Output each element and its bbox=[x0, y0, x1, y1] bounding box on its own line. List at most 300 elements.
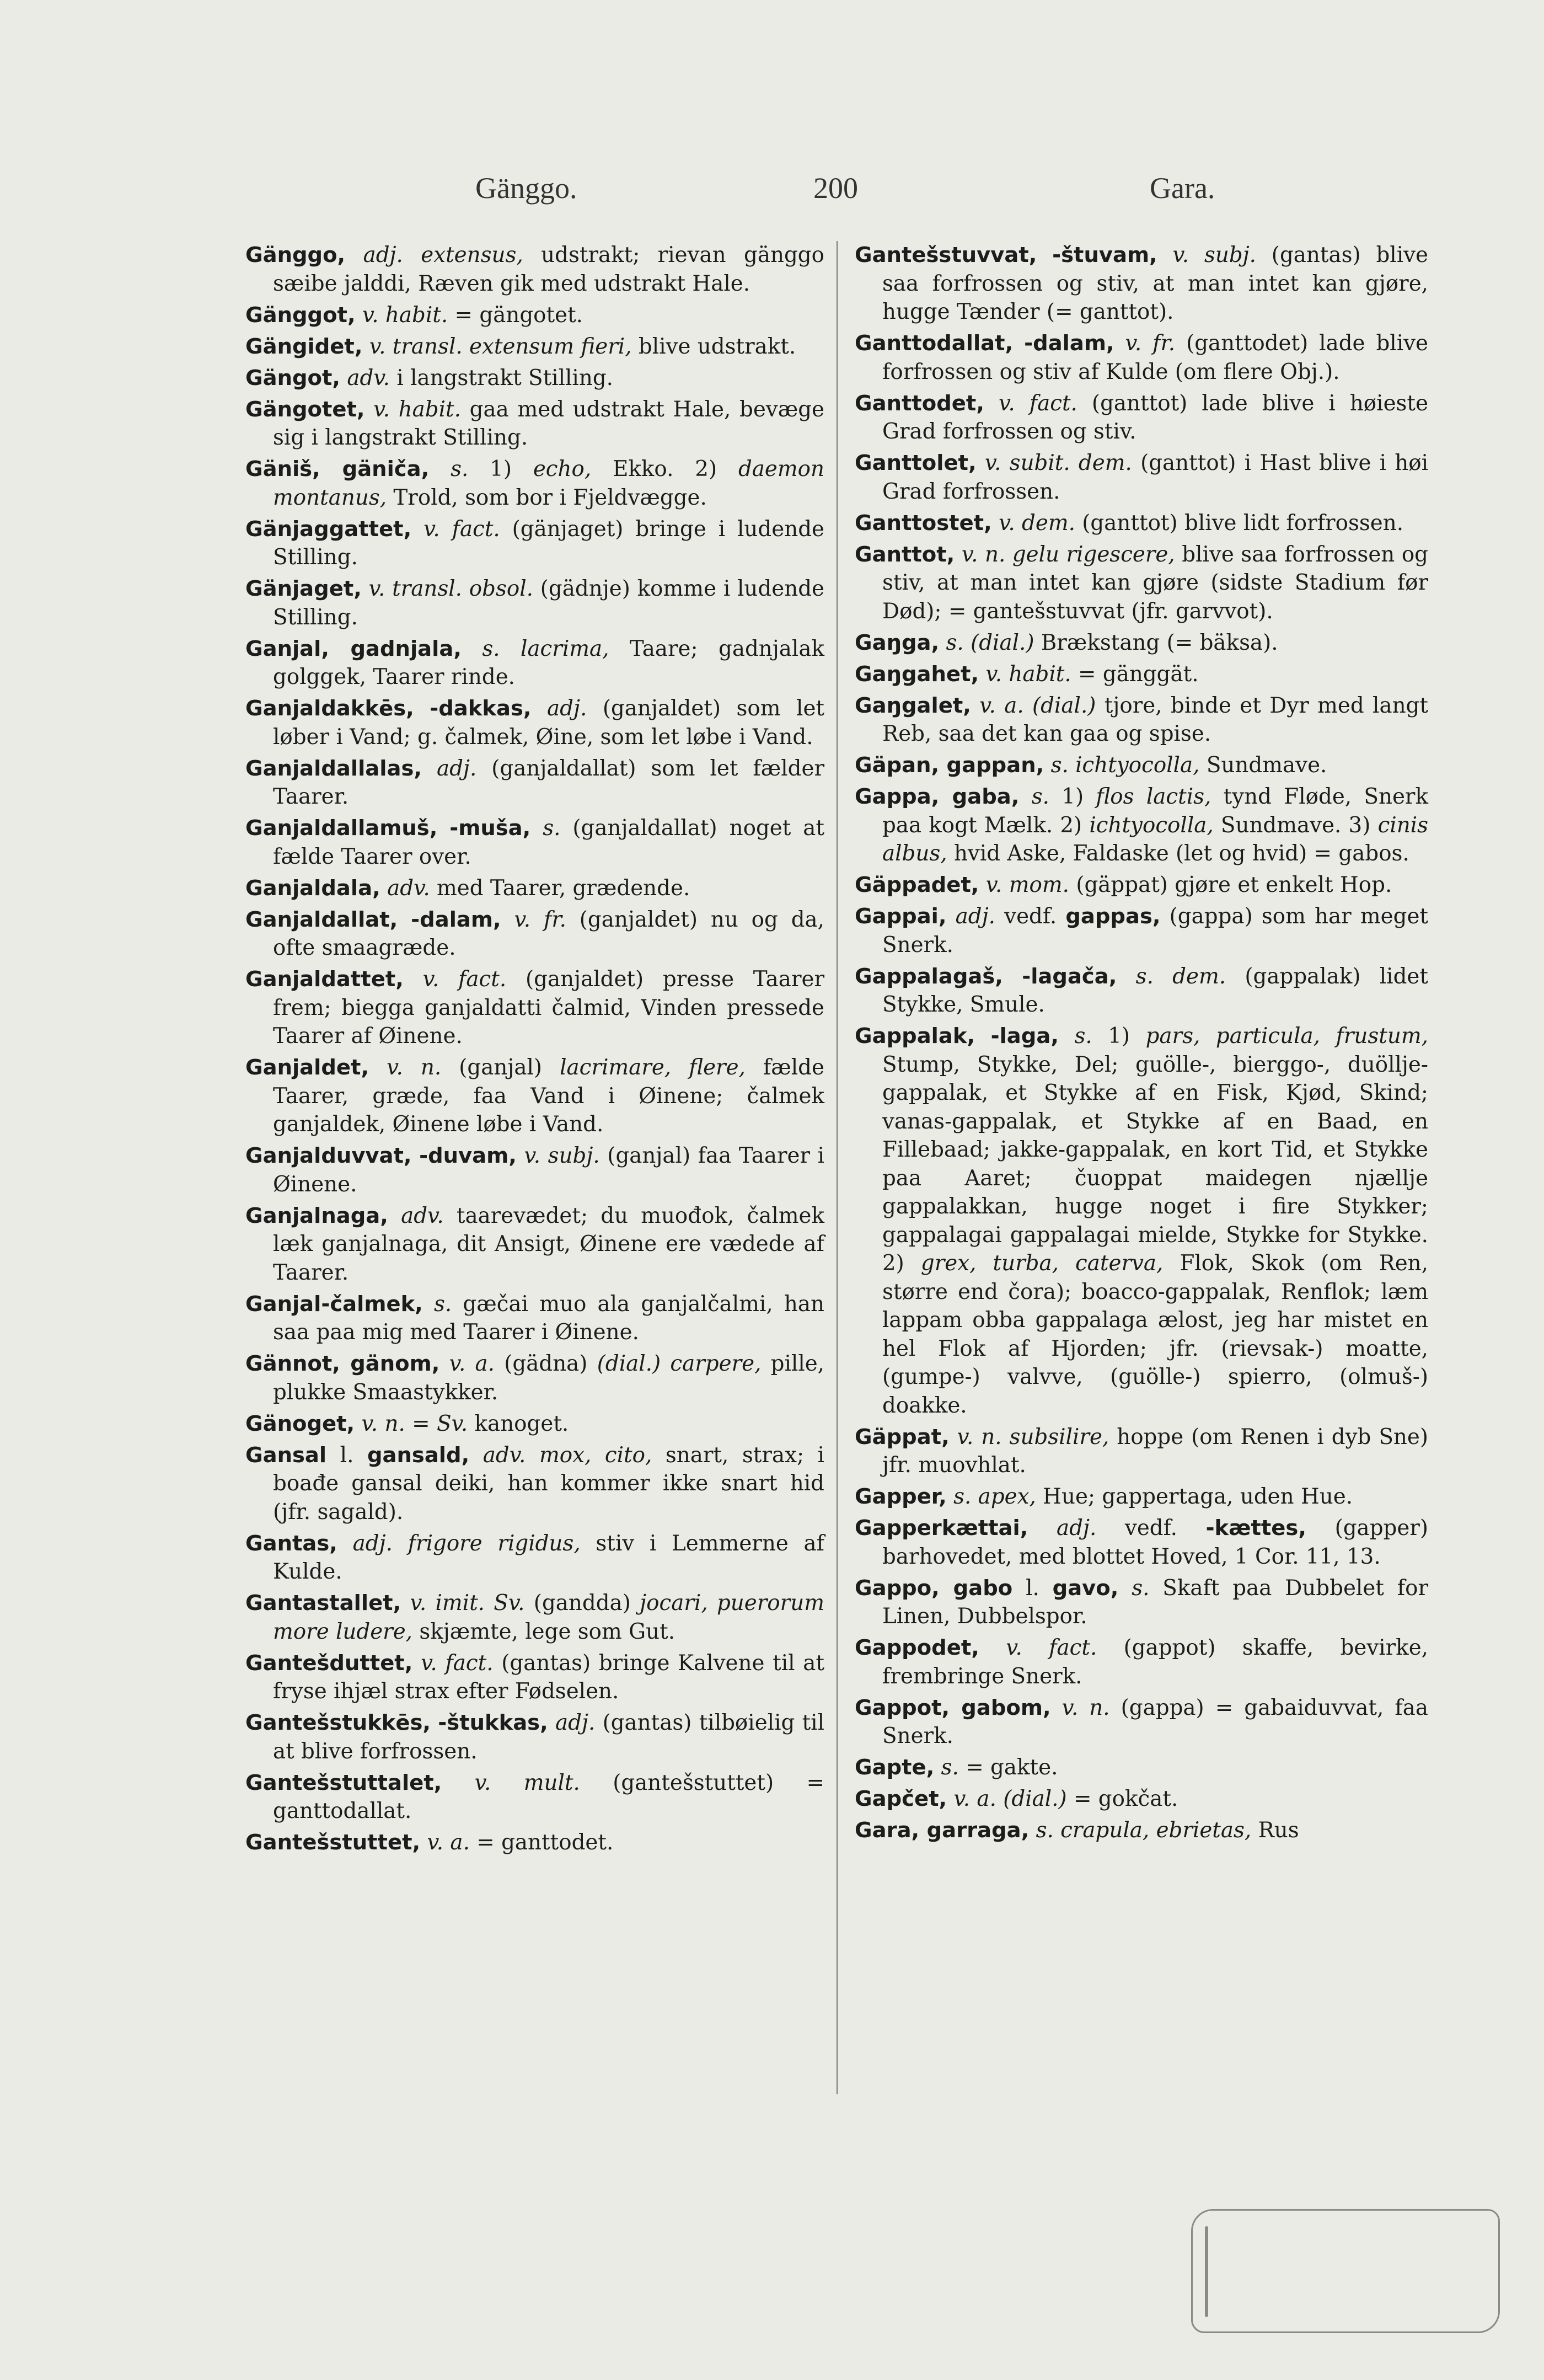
entry-headword: Gaŋgalet, bbox=[855, 693, 971, 718]
entry-text: Trold, som bor i Fjeldvægge. bbox=[387, 485, 707, 510]
entry-grammar-or-latin: flos lactis, bbox=[1096, 784, 1211, 809]
entry-headword: Gaŋgahet, bbox=[855, 661, 979, 687]
entry-headword: Ganjaldallalas, bbox=[245, 756, 422, 781]
dictionary-entry bbox=[855, 751, 1428, 780]
dictionary-entry bbox=[855, 1753, 1428, 1782]
entry-headword: Gänggo, bbox=[245, 243, 346, 268]
entry-grammar-or-latin: v. a. bbox=[427, 1830, 470, 1855]
entry-text bbox=[345, 243, 363, 268]
entry-grammar-or-latin: v. subj. bbox=[524, 1143, 600, 1168]
entry-headword: Gänoget, bbox=[245, 1411, 355, 1436]
entry-variant-form: -duvam, bbox=[419, 1143, 517, 1168]
dictionary-entry bbox=[245, 395, 824, 452]
entry-text: l. bbox=[1012, 1575, 1053, 1601]
entry-grammar-or-latin: daemon montanus, bbox=[273, 457, 824, 510]
entry-headword: Ganjal, gadnjala, bbox=[245, 636, 462, 661]
dictionary-entry bbox=[245, 874, 824, 903]
entry-grammar-or-latin: v. n. subsilire, bbox=[957, 1424, 1109, 1450]
entry-text: tjore, binde et Dyr med langt Reb, saa det kan gaa og spise. bbox=[882, 693, 1428, 746]
entry-headword: Ganjaldallamuš, bbox=[245, 816, 438, 841]
entry-text: gæčai muo ala ganjalčalmi, han saa paa mig med Taarer i Øinene. bbox=[273, 1291, 824, 1345]
dictionary-entry bbox=[245, 575, 824, 632]
dictionary-entry bbox=[245, 635, 824, 692]
dictionary-entry bbox=[245, 1709, 824, 1766]
entry-text bbox=[362, 576, 369, 601]
entry-headword: Gapperkættai, bbox=[855, 1516, 1028, 1541]
entry-variant-form: -muša, bbox=[449, 816, 531, 841]
entry-headword: Ganttostet, bbox=[855, 510, 992, 536]
entry-grammar-or-latin: v. habit. bbox=[985, 661, 1071, 687]
entry-text: (ganjaldet) presse Taarer frem; biegga ganjaldatti čalmid, Vinden pressede Taarer af Øinene. bbox=[273, 967, 824, 1049]
dictionary-entry bbox=[245, 1529, 824, 1586]
entry-headword: Ganjal-čalmek, bbox=[245, 1291, 423, 1317]
entry-headword: Ganjaldallat, bbox=[245, 907, 398, 932]
entry-grammar-or-latin: v. a. bbox=[449, 1351, 495, 1376]
entry-text bbox=[1028, 1516, 1057, 1541]
entry-grammar-or-latin: v. subj. bbox=[1172, 243, 1257, 268]
left-column bbox=[245, 241, 824, 1860]
entry-text: Brækstang (= bäksa). bbox=[1034, 630, 1278, 655]
entry-grammar-or-latin: s. bbox=[1031, 784, 1049, 809]
entry-headword: Gappa, gaba, bbox=[855, 784, 1020, 809]
entry-text: blive saa forfrossen og stiv, at man intet kan gjøre (sidste Stadium før Død); = gantešstuvvat (jfr. garvvot). bbox=[882, 542, 1429, 624]
entry-headword: Ganttodet, bbox=[855, 391, 984, 416]
dictionary-entry bbox=[245, 1649, 824, 1706]
entry-text bbox=[1013, 331, 1024, 356]
entry-text bbox=[411, 517, 423, 542]
entry-text: hvid Aske, Faldaske (let og hvid) = gabos. bbox=[947, 841, 1409, 866]
entry-text: pille, plukke Smaastykker. bbox=[273, 1351, 825, 1405]
entry-text bbox=[530, 816, 543, 841]
entry-text: (gädnje) komme i ludende Stilling. bbox=[273, 576, 824, 630]
entry-text: = bbox=[405, 1411, 437, 1436]
dictionary-entry bbox=[245, 241, 824, 298]
entry-text: vedf. bbox=[995, 904, 1066, 929]
dictionary-entry bbox=[855, 389, 1428, 446]
dictionary-entry bbox=[245, 965, 824, 1051]
entry-text: taarevædet; du muođok, čalmek læk ganjalnaga, dit Ansigt, Øinene ere vædede af Taarer. bbox=[273, 1203, 824, 1285]
entry-grammar-or-latin: s. bbox=[1132, 1575, 1150, 1601]
entry-grammar-or-latin: s. apex, bbox=[953, 1484, 1036, 1509]
entry-variant-form: gansald, bbox=[367, 1442, 470, 1468]
right-column bbox=[855, 241, 1428, 1848]
dictionary-entry bbox=[855, 1816, 1428, 1845]
library-stamp-frame bbox=[1191, 2209, 1500, 2333]
dictionary-entry bbox=[855, 1634, 1428, 1691]
entry-grammar-or-latin: v. fact. bbox=[423, 516, 500, 542]
dictionary-entry bbox=[245, 694, 824, 751]
entry-text bbox=[429, 457, 451, 482]
entry-text bbox=[1157, 243, 1173, 268]
entry-headword: Ganjaldattet, bbox=[245, 967, 404, 992]
entry-text bbox=[356, 303, 362, 328]
entry-text: udstrakt; rievan gänggo sæibe jalddi, Ræven gik med udstrakt Hale. bbox=[273, 243, 824, 296]
entry-grammar-or-latin: v. mult. bbox=[474, 1770, 580, 1795]
entry-text: (ganjaldallat) som let fælder Taarer. bbox=[273, 756, 825, 809]
entry-headword: Gansal bbox=[245, 1442, 327, 1468]
dictionary-entry bbox=[245, 1589, 824, 1646]
entry-grammar-or-latin: adj. bbox=[955, 904, 995, 929]
dictionary-entry bbox=[245, 1769, 824, 1826]
entry-text bbox=[939, 630, 946, 655]
dictionary-entry bbox=[855, 1785, 1428, 1814]
entry-text: = gokčat. bbox=[1066, 1787, 1178, 1811]
entry-variant-form: -kættes, bbox=[1205, 1516, 1306, 1541]
entry-text: (gantas) bringe Kalvene til at fryse ihjæl strax efter Fødselen. bbox=[273, 1650, 824, 1704]
entry-text: Hue; gappertaga, uden Hue. bbox=[1036, 1484, 1353, 1509]
entry-grammar-or-latin: adv. bbox=[387, 875, 430, 901]
entry-text bbox=[1118, 1576, 1132, 1601]
entry-grammar-or-latin: v. imit. Sv. bbox=[410, 1591, 525, 1616]
entry-grammar-or-latin: grex, turba, caterva, bbox=[920, 1251, 1164, 1276]
entry-text bbox=[947, 1484, 953, 1509]
entry-text bbox=[355, 1411, 361, 1436]
entry-text bbox=[950, 1425, 957, 1450]
entry-text: = gakte. bbox=[958, 1755, 1058, 1780]
entry-grammar-or-latin: adv. bbox=[401, 1203, 444, 1228]
entry-text: (ganttot) blive lidt forfrossen. bbox=[1075, 510, 1404, 536]
dictionary-entry bbox=[855, 1423, 1428, 1480]
entry-text: Flok, Skok (om Ren, større end čora); boacco-gappalak, Renflok; læm lappam obba gappalaga ælost, jeg har mistet en hel Flok af Hjorden; jfr. (rievsak-) moatte, (gumpe-) valvve, (guölle-) spierro, (olmuš-) doakke. bbox=[882, 1251, 1428, 1418]
entry-variant-form: -lagača, bbox=[1022, 964, 1117, 989]
entry-grammar-or-latin: v. a. (dial.) bbox=[953, 1787, 1067, 1811]
entry-grammar-or-latin: v. n. bbox=[361, 1411, 405, 1436]
running-head-last-word: Gara. bbox=[1150, 172, 1215, 205]
entry-grammar-or-latin: s. crapula, ebrietas, bbox=[1036, 1818, 1252, 1843]
entry-text bbox=[979, 873, 985, 897]
entry-headword: Gappodet, bbox=[855, 1635, 979, 1660]
entry-text bbox=[362, 334, 369, 359]
entry-text bbox=[422, 756, 437, 781]
entry-grammar-or-latin: s. bbox=[1074, 1024, 1092, 1049]
entry-grammar-or-latin: Sv. bbox=[436, 1411, 468, 1436]
entry-text bbox=[947, 1787, 953, 1811]
dictionary-entry bbox=[855, 692, 1428, 748]
entry-text: (ganjaldet) nu og da, ofte smaagræde. bbox=[273, 907, 824, 960]
entry-grammar-or-latin: v. habit. bbox=[373, 397, 461, 422]
entry-variant-form: -dalam, bbox=[411, 907, 501, 932]
entry-text: i langstrakt Stilling. bbox=[390, 365, 613, 391]
dictionary-entry bbox=[245, 1828, 824, 1857]
entry-headword: Gantešstuttet, bbox=[245, 1830, 421, 1855]
entry-grammar-or-latin: adj. bbox=[547, 696, 587, 721]
entry-grammar-or-latin: s. bbox=[941, 1755, 959, 1780]
entry-headword: Ganjalnaga, bbox=[245, 1203, 388, 1228]
entry-text bbox=[437, 816, 449, 841]
entry-text: Sundmave. bbox=[1199, 753, 1327, 778]
entry-text: stiv i Lemmerne af Kulde. bbox=[273, 1531, 824, 1584]
entry-text bbox=[369, 1055, 387, 1080]
entry-text bbox=[1051, 1696, 1062, 1720]
entry-grammar-or-latin: v. fact. bbox=[1006, 1635, 1097, 1660]
dictionary-entry bbox=[855, 962, 1428, 1019]
entry-text: (ganttodet) lade blive forfrossen og stiv af Kulde (om flere Obj.). bbox=[882, 331, 1428, 384]
entry-text: (gandda) bbox=[524, 1591, 640, 1616]
entry-headword: Gäniš, gäniča, bbox=[245, 457, 430, 482]
entry-headword: Gantešduttet, bbox=[245, 1650, 413, 1676]
entry-text bbox=[340, 366, 347, 391]
entry-text: = gänggät. bbox=[1071, 661, 1199, 687]
entry-grammar-or-latin: lacrimare, flere, bbox=[560, 1055, 746, 1080]
entry-text bbox=[442, 1771, 474, 1795]
entry-text bbox=[971, 693, 979, 718]
entry-grammar-or-latin: v. subit. dem. bbox=[984, 451, 1132, 475]
entry-headword: Gängot, bbox=[245, 365, 341, 391]
entry-text: Ekko. 2) bbox=[591, 457, 738, 482]
entry-grammar-or-latin: v. fact. bbox=[421, 1650, 494, 1676]
entry-text bbox=[388, 1204, 401, 1228]
entry-grammar-or-latin: v. fact. bbox=[999, 391, 1077, 416]
dictionary-entry bbox=[855, 629, 1428, 657]
dictionary-entry bbox=[855, 871, 1428, 900]
dictionary-entry bbox=[855, 1483, 1428, 1511]
entry-text bbox=[420, 1830, 427, 1855]
dictionary-entry bbox=[245, 515, 824, 572]
entry-grammar-or-latin: echo, bbox=[533, 457, 592, 482]
entry-text: skjæmte, lege som Gut. bbox=[412, 1619, 675, 1644]
entry-headword: Gappalak, bbox=[855, 1024, 975, 1049]
entry-headword: Ganttot, bbox=[855, 542, 955, 567]
entry-headword: Gängidet, bbox=[245, 334, 363, 359]
entry-text bbox=[992, 511, 999, 536]
entry-headword: Ganjaldet, bbox=[245, 1055, 369, 1080]
entry-text bbox=[517, 1143, 524, 1168]
entry-text: (gädna) bbox=[495, 1351, 597, 1376]
entry-grammar-or-latin: pars, particula, frustum, bbox=[1145, 1024, 1428, 1049]
entry-grammar-or-latin: jocari, puerorum more ludere, bbox=[273, 1591, 824, 1644]
entry-text bbox=[398, 907, 411, 932]
entry-variant-form: -štuvam, bbox=[1052, 243, 1157, 268]
entry-text bbox=[955, 542, 962, 567]
entry-variant-form: gappas, bbox=[1065, 904, 1161, 929]
entry-text: med Taarer, grædende. bbox=[430, 875, 690, 901]
entry-text bbox=[412, 1143, 420, 1168]
entry-headword: Gapper, bbox=[855, 1484, 947, 1509]
entry-grammar-or-latin: v. transl. extensum fieri, bbox=[369, 334, 632, 359]
entry-headword: Gänjaget, bbox=[245, 576, 362, 601]
dictionary-entry bbox=[245, 906, 824, 962]
entry-grammar-or-latin: s. dem. bbox=[1135, 964, 1226, 989]
entry-headword: Ganjaldala, bbox=[245, 875, 380, 901]
column-divider bbox=[837, 241, 838, 2094]
entry-text bbox=[412, 1651, 421, 1676]
entry-grammar-or-latin: adv. mox, cito, bbox=[482, 1442, 652, 1468]
entry-text: (ganjaldallat) noget at fælde Taarer over. bbox=[273, 816, 824, 869]
dictionary-entry bbox=[855, 1694, 1428, 1751]
dictionary-entry bbox=[855, 660, 1428, 689]
entry-grammar-or-latin: v. fr. bbox=[514, 907, 566, 932]
entry-text bbox=[423, 1292, 434, 1317]
entry-text: Stump, Stykke, Del; guölle-, bierggo-, duöllje-gappalak, et Stykke af en Fisk, Kjød, Skind; vanas-gappalak, et Stykke af en Baad, en Fillebaad; jakke-gappalak, en kort Tid, et Stykke paa Aaret; čuoppat maidegen njællje gappalakkan, hugge noget i fire Stykker; gappalagai gappalagai mielde, Stykke for Stykke. 2) bbox=[882, 1052, 1428, 1276]
entry-text: 1) bbox=[468, 457, 533, 482]
page-header bbox=[0, 171, 1544, 215]
entry-text bbox=[1117, 964, 1135, 989]
entry-text: vedf. bbox=[1096, 1516, 1206, 1541]
entry-grammar-or-latin: s. bbox=[543, 816, 561, 841]
entry-text: hoppe (om Renen i dyb Sne) jfr. muovhlat. bbox=[882, 1424, 1428, 1478]
dictionary-entry bbox=[245, 333, 824, 361]
dictionary-entry bbox=[245, 1410, 824, 1438]
entry-headword: Gaŋga, bbox=[855, 630, 940, 655]
dictionary-entry bbox=[855, 509, 1428, 538]
entry-variant-form: -štukkas, bbox=[438, 1710, 548, 1735]
entry-headword: Gantešstuvvat, bbox=[855, 243, 1037, 268]
page-number: 200 bbox=[813, 172, 858, 205]
entry-grammar-or-latin: v. fact. bbox=[422, 967, 507, 992]
entry-grammar-or-latin: s. (dial.) bbox=[946, 630, 1034, 655]
entry-text bbox=[365, 397, 374, 422]
entry-grammar-or-latin: v. dem. bbox=[999, 510, 1075, 536]
dictionary-entry bbox=[245, 814, 824, 871]
entry-text bbox=[431, 1710, 438, 1735]
dictionary-entry bbox=[245, 1350, 824, 1406]
entry-text: = ganttodet. bbox=[469, 1830, 614, 1855]
entry-text bbox=[469, 1443, 483, 1468]
entry-text: 1) bbox=[1049, 784, 1096, 809]
entry-grammar-or-latin: s. bbox=[434, 1291, 452, 1317]
entry-text: (gappa) = gabaiduvvat, faa Snerk. bbox=[882, 1695, 1428, 1748]
dictionary-entry bbox=[855, 1574, 1428, 1631]
entry-grammar-or-latin: v. fr. bbox=[1125, 331, 1176, 356]
entry-text: (gänjaget) bringe i ludende Stilling. bbox=[273, 516, 824, 570]
entry-text: (gäppat) gjøre et enkelt Hop. bbox=[1069, 873, 1392, 897]
entry-headword: Gängotet, bbox=[245, 397, 365, 422]
entry-text: snart, strax; i boađe gansal deiki, han kommer ikke snart hid (jfr. sagald). bbox=[273, 1442, 824, 1525]
entry-text: (ganjaldet) som let løber i Vand; g. čalmek, Øine, som let løbe i Vand. bbox=[273, 696, 824, 750]
entry-text: Rus bbox=[1251, 1818, 1299, 1843]
entry-text: (ganttot) lade blive i høieste Grad forfrossen og stiv. bbox=[882, 391, 1428, 444]
entry-text bbox=[947, 904, 956, 929]
entry-text: fælde Taarer, græde, faa Vand i Øinene; čalmek ganjaldek, Øinene løbe i Vand. bbox=[273, 1055, 824, 1137]
entry-grammar-or-latin: v. n. bbox=[1062, 1695, 1110, 1720]
entry-text bbox=[984, 391, 999, 416]
entry-text bbox=[548, 1710, 555, 1735]
entry-grammar-or-latin: v. habit. bbox=[362, 302, 448, 328]
entry-text bbox=[439, 1351, 449, 1376]
entry-grammar-or-latin: cinis albus, bbox=[882, 812, 1429, 866]
entry-grammar-or-latin: adj. extensus, bbox=[363, 243, 523, 268]
entry-text: (gantas) tilbøielig til at blive forfrossen. bbox=[273, 1710, 824, 1764]
entry-text bbox=[979, 662, 985, 687]
entry-headword: Gappalagaš, bbox=[855, 964, 1003, 989]
entry-headword: Gänggot, bbox=[245, 302, 356, 328]
entry-headword: Gännot, gänom, bbox=[245, 1351, 440, 1376]
entry-text: (ganjal) bbox=[441, 1055, 560, 1080]
entry-text bbox=[1044, 753, 1050, 778]
entry-text bbox=[977, 451, 985, 475]
dictionary-entry bbox=[245, 1202, 824, 1287]
entry-text bbox=[979, 1635, 1006, 1660]
entry-text: = gängotet. bbox=[448, 302, 583, 328]
entry-text bbox=[1029, 1818, 1036, 1843]
entry-text: blive udstrakt. bbox=[631, 334, 796, 359]
dictionary-entry bbox=[855, 241, 1428, 327]
entry-text bbox=[380, 876, 387, 901]
dictionary-entry bbox=[245, 1142, 824, 1199]
dictionary-entry bbox=[245, 755, 824, 811]
entry-text: Sundmave. 3) bbox=[1213, 812, 1378, 838]
entry-text bbox=[1019, 784, 1031, 809]
dictionary-entry bbox=[245, 1290, 824, 1347]
dictionary-entry bbox=[245, 301, 824, 330]
entry-text bbox=[404, 967, 423, 992]
entry-headword: Gänjaggattet, bbox=[245, 516, 412, 542]
entry-text: (gantešstuttet) = ganttodallat. bbox=[273, 1770, 824, 1823]
entry-grammar-or-latin: v. a. (dial.) bbox=[979, 693, 1096, 718]
dictionary-entry bbox=[245, 455, 824, 512]
entry-text: 1) bbox=[1092, 1024, 1146, 1049]
entry-text: (ganttot) i Hast blive i høi Grad forfrossen. bbox=[882, 451, 1429, 504]
entry-text bbox=[501, 907, 514, 932]
dictionary-entry bbox=[855, 1022, 1428, 1420]
entry-headword: Gantas, bbox=[245, 1531, 337, 1556]
entry-headword: Gantešstukkēs, bbox=[245, 1710, 431, 1735]
entry-headword: Gapte, bbox=[855, 1755, 935, 1780]
entry-grammar-or-latin: s. bbox=[451, 457, 469, 482]
dictionary-entry bbox=[855, 329, 1428, 386]
entry-text: gaa med udstrakt Hale, bevæge sig i langstrakt Stilling. bbox=[273, 397, 824, 450]
entry-text: (ganjal) faa Taarer i Øinene. bbox=[273, 1143, 824, 1197]
entry-headword: Gäppat, bbox=[855, 1424, 950, 1450]
entry-text: tynd Fløde, Snerk paa kogt Mælk. 2) bbox=[882, 784, 1428, 838]
entry-text bbox=[337, 1531, 353, 1556]
dictionary-entry bbox=[855, 1514, 1428, 1571]
entry-grammar-or-latin: v. n. gelu rigescere, bbox=[961, 542, 1175, 567]
entry-grammar-or-latin: adj. bbox=[1056, 1516, 1097, 1541]
entry-headword: Gantešstuttalet, bbox=[245, 1770, 442, 1795]
entry-variant-form: -laga, bbox=[990, 1024, 1059, 1049]
entry-text: (gappa) som har meget Snerk. bbox=[882, 904, 1428, 958]
entry-grammar-or-latin: adj. frigore rigidus, bbox=[352, 1531, 581, 1556]
entry-text: (gapper) barhovedet, med blottet Hoved, 1 Cor. 11, 13. bbox=[882, 1516, 1429, 1569]
entry-text bbox=[462, 637, 482, 661]
entry-text: (gantas) blive saa forfrossen og stiv, at man intet kan gjøre, hugge Tænder (= ganttot). bbox=[882, 243, 1428, 324]
dictionary-entry bbox=[855, 541, 1428, 626]
dictionary-entry bbox=[245, 1053, 824, 1139]
entry-grammar-or-latin: ichtyocolla, bbox=[1089, 812, 1214, 838]
entry-variant-form: gavo, bbox=[1052, 1575, 1119, 1601]
entry-grammar-or-latin: v. transl. obsol. bbox=[368, 576, 533, 601]
entry-grammar-or-latin: s. ichtyocolla, bbox=[1050, 753, 1200, 778]
entry-headword: Ganjaldakkēs, bbox=[245, 696, 414, 721]
entry-variant-form: -dalam, bbox=[1024, 331, 1114, 356]
entry-headword: Ganjalduvvat, bbox=[245, 1143, 412, 1168]
entry-text bbox=[532, 696, 548, 721]
entry-text bbox=[414, 696, 430, 721]
dictionary-entry bbox=[245, 364, 824, 393]
entry-grammar-or-latin: v. mom. bbox=[985, 873, 1069, 897]
dictionary-entry bbox=[245, 1441, 824, 1527]
entry-text: kanoget. bbox=[468, 1411, 569, 1436]
entry-grammar-or-latin: adj. bbox=[555, 1710, 596, 1735]
entry-text: (gappalak) lidet Stykke, Smule. bbox=[882, 964, 1428, 1017]
entry-text: Skaft paa Dubbelet for Linen, Dubbelspor. bbox=[882, 1575, 1428, 1629]
entry-text: Taare; gadnjalak golggek, Taarer rinde. bbox=[273, 636, 824, 689]
entry-grammar-or-latin: v. n. bbox=[387, 1055, 442, 1080]
entry-grammar-or-latin: s. lacrima, bbox=[482, 636, 609, 661]
entry-headword: Gäpan, gappan, bbox=[855, 753, 1044, 778]
entry-text bbox=[1114, 331, 1125, 356]
entry-grammar-or-latin: adj. bbox=[436, 756, 477, 781]
entry-text bbox=[1003, 964, 1022, 989]
entry-text bbox=[1059, 1024, 1075, 1049]
entry-headword: Gappot, gabom, bbox=[855, 1695, 1051, 1720]
entry-variant-form: -dakkas, bbox=[430, 696, 532, 721]
entry-headword: Gäppadet, bbox=[855, 873, 979, 897]
entry-headword: Gappai, bbox=[855, 904, 947, 929]
entry-grammar-or-latin: (dial.) carpere, bbox=[597, 1351, 762, 1376]
dictionary-entry bbox=[855, 902, 1428, 959]
